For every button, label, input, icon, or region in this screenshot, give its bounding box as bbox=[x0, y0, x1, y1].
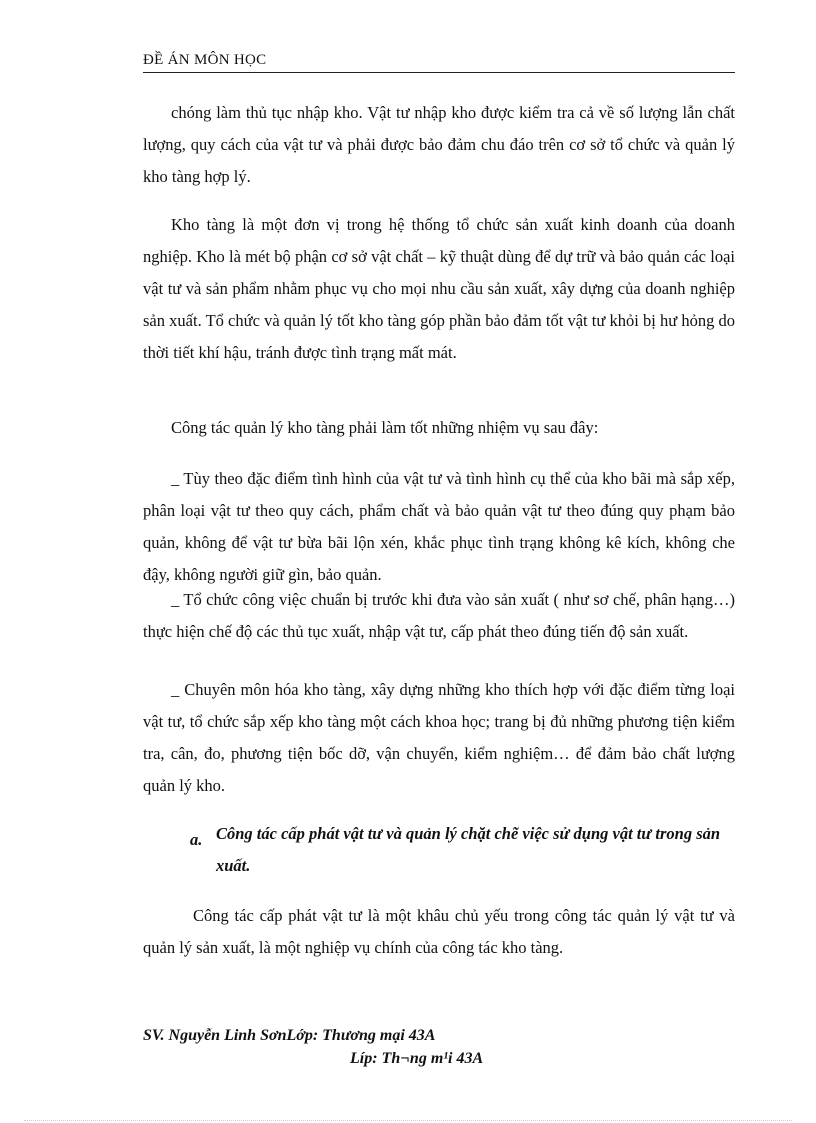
header-divider bbox=[143, 72, 735, 73]
page-header-title: ĐỀ ÁN MÔN HỌC bbox=[143, 52, 267, 68]
section-letter: a. bbox=[190, 830, 203, 849]
list-item-task-specialization: _ Chuyên môn hóa kho tàng, xây dựng những kho thích hợp với đặc điểm từng loại vật tư, tổ chức sắp xếp kho tàng một cách khoa học; trang bị đủ những phương tiện kiểm tra, cân, đo, phương tiện bốc dỡ, vận chuyển, kiểm nghiệm… để đảm bảo chất lượng quản lý kho. bbox=[143, 680, 735, 795]
section-heading bbox=[143, 818, 735, 882]
paragraph-management-tasks-intro: Công tác quản lý kho tàng phải làm tốt những nhiệm vụ sau đây: bbox=[171, 418, 599, 437]
paragraph-material-issuance: Công tác cấp phát vật tư là một khâu chủ yếu trong công tác quản lý vật tư và quản lý sản xuất, là một nghiệp vụ chính của công tác kho tàng. bbox=[143, 906, 735, 957]
paragraph-warehouse-intake: chóng làm thủ tục nhập kho. Vật tư nhập kho được kiểm tra cả về số lượng lẫn chất lượng, quy cách của vật tư và phải được bảo đảm chu đáo trên cơ sở tổ chức và quản lý kho tàng hợp lý. bbox=[143, 103, 735, 186]
paragraph-warehouse-definition: Kho tàng là một đơn vị trong hệ thống tổ chức sản xuất kinh doanh của doanh nghiệp. Kho là mét bộ phận cơ sở vật chất – kỹ thuật dùng để dự trữ và bảo quản các loại vật tư và sản phẩm nhằm phục vụ cho mọi nhu cầu sản xuất, xây dựng của doanh nghiệp sản xuất. Tổ chức và quản lý tốt kho tàng góp phần bảo đảm tốt vật tư khỏi bị hư hỏng do thời tiết khí hậu, tránh được tình trạng mất mát. bbox=[143, 215, 735, 362]
list-item-task-arrangement: _ Tùy theo đặc điểm tình hình của vật tư và tình hình cụ thể của kho bãi mà sắp xếp, phân loại vật tư theo quy cách, phẩm chất và bảo quản vật tư theo đúng quy phạm bảo quản, không để vật tư bừa bãi lộn xén, khắc phục tình trạng không kê kích, không che đậy, không người giữ gìn, bảo quản. bbox=[143, 469, 735, 584]
footer-class-info: Líp: Th¬ng m¹i 43A bbox=[350, 1050, 484, 1067]
page-bottom-edge bbox=[24, 1120, 792, 1121]
list-item-task-preparation: _ Tổ chức công việc chuẩn bị trước khi đưa vào sản xuất ( như sơ chế, phân hạng…) thực hiện chế độ các thủ tục xuất, nhập vật tư, cấp phát theo đúng tiến độ sản xuất. bbox=[143, 590, 735, 641]
section-title: Công tác cấp phát vật tư và quản lý chặt chẽ việc sử dụng vật tư trong sản xuất. bbox=[216, 824, 721, 875]
footer-student-info: SV. Nguyễn Linh SơnLớp: Thương mại 43A bbox=[143, 1027, 436, 1044]
